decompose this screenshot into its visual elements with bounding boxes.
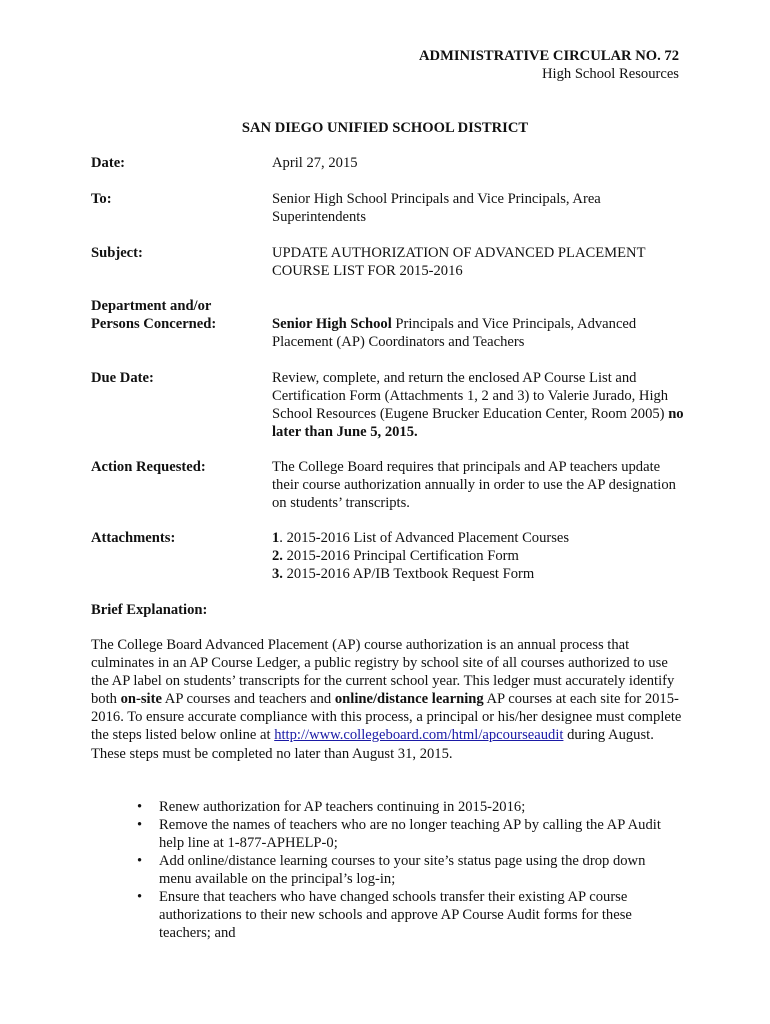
office-name: High School Resources [541,66,679,82]
list-item: • Ensure that teachers who have changed schools transfer their existing AP course authorizations to their new schools and approve AP Course Audit forms for these teachers; and [137,889,632,941]
department-value-rest: Principals and Vice Principals, Advanced Placement (AP) Coordinators and Teachers [272,316,637,350]
list-item: • Renew authorization for AP teachers continuing in 2015-2016; [137,799,526,815]
online-learning-emphasis: online/distance learning [334,691,484,708]
department-value [272,315,672,351]
circular-number: ADMINISTRATIVE CIRCULAR NO. 72 [418,48,679,64]
date-value: April 27, 2015 [272,155,358,171]
attachment-item: 2. 2015-2016 Principal Certification Form [272,548,519,564]
bullet-icon: • [137,799,143,815]
list-item: • Remove the names of teachers who are no longer teaching AP by calling the AP Audit help line at 1-877-APHELP-0; [137,817,661,851]
due-date-deadline: no later than June 5, 2015. [272,406,684,440]
action-requested-label: Action Requested: [91,459,206,475]
to-label: To: [91,191,112,207]
attachments-list [272,529,692,583]
department-label-line2: Persons Concerned: [91,316,217,332]
date-label: Date: [91,155,126,171]
subject-label: Subject: [91,245,143,261]
due-date-value [272,369,687,441]
department-value-bold: Senior High School [272,316,392,332]
to-value: Senior High School Principals and Vice Principals, Area Superintendents [272,191,601,225]
department-label-line1: Department and/or [91,298,212,314]
list-item: • Add online/distance learning courses to your site’s status page using the drop down menu available on the principal’s log-in; [137,853,646,887]
due-date-label: Due Date: [91,370,154,386]
brief-explanation-heading: Brief Explanation: [91,602,208,618]
due-date-text: Review, complete, and return the enclosed AP Course List and Certification Form (Attachments 1, 2 and 3) to Valerie Jurado, High School Resources (Eugene Brucker Education Center, Room 2005) [272,370,669,422]
district-name: SAN DIEGO UNIFIED SCHOOL DISTRICT [241,120,529,136]
on-site-emphasis: on-site [120,691,162,708]
course-audit-link[interactable]: http://www.collegeboard.com/html/apcourseaudit [274,727,564,744]
attachment-item: 1. 2015-2016 List of Advanced Placement Courses [272,530,570,546]
steps-list [137,798,677,942]
bullet-icon: • [137,817,143,833]
subject-value: UPDATE AUTHORIZATION OF ADVANCED PLACEMENT COURSE LIST FOR 2015-2016 [272,245,646,279]
attachments-label: Attachments: [91,530,176,546]
action-requested-value: The College Board requires that principals and AP teachers update their course authorization annually in order to use the AP designation on students’ transcripts. [272,459,676,511]
brief-explanation-paragraph: The College Board Advanced Placement (AP) course authorization is an annual process that culminates in an AP Course Ledger, a public registry by school site of all courses authorized to use the AP label on students’ transcripts for the current school year. This ledger must accurately identify both on-site AP courses and teachers and online/distance learning AP courses at each site for 2015-2016. To ensure accurate compliance with this process, a principal or his/her designee must complete the steps listed below online at http://www.collegeboard.com/html/apcourseaudit during August. These steps must be completed no later than August 31, 2015. [91,637,682,762]
bullet-icon: • [137,889,143,905]
bullet-icon: • [137,853,143,869]
attachment-item: 3. 2015-2016 AP/IB Textbook Request Form [272,566,535,582]
